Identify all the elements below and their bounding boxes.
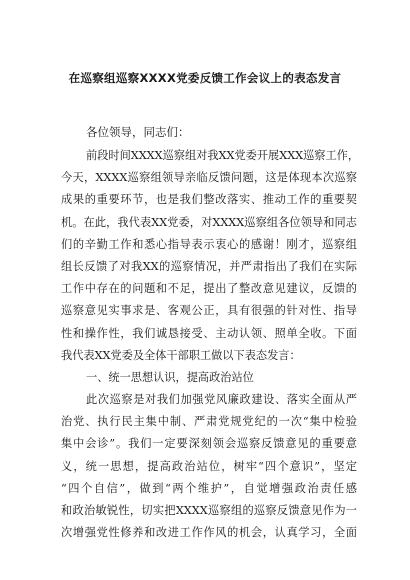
- text-line: 成果的重要环节，也是我们整改落实、推动工作的重要契: [61, 193, 357, 207]
- text-line: 集中会诊”。我们一定要深刻领会巡察反馈意见的重要意: [61, 437, 357, 451]
- document-title: 在巡察组巡察XXXX党委反馈工作会议上的表态发言: [68, 71, 342, 85]
- text-line: 义，统一思想，提高政治站位，树牢“四个意识”，坚定: [61, 459, 357, 473]
- body-text: [61, 145, 360, 544]
- text-line: 此次巡察是对我们加强党风廉政建设、落实全面从严: [86, 393, 357, 407]
- text-line: 次增强党性修养和改进工作作风的机会，认真学习，全面: [61, 526, 357, 540]
- salutation: 各位领导，同志们：: [86, 125, 190, 139]
- text-line: 性和操作性，我们诚恳接受、主动认领、照单全收。下面: [61, 326, 357, 340]
- text-line: 治党、执行民主集中制、严肃党规党纪的一次“集中检验: [61, 415, 357, 429]
- text-line: 前段时间XXXX巡察组对我XX党委开展XXX巡察工作，: [86, 149, 360, 162]
- text-line: 我代表XX党委及全体干部职工做以下表态发言：: [61, 348, 301, 362]
- text-line: “四个自信”，做到“两个维护”，自觉增强政治责任感: [61, 481, 357, 495]
- text-line: 组长反馈了对我XX的巡察情况，并严肃指出了我们在实际: [61, 259, 357, 273]
- text-line: 和政治敏锐性，切实把XXXX巡察组的巡察反馈意见作为一: [61, 504, 357, 517]
- text-line: 们的辛勤工作和悉心指导表示衷心的感谢！刚才，巡察组: [61, 237, 357, 251]
- text-line: 机。在此，我代表XX党委，对XXXX巡察组各位领导和同志: [61, 215, 357, 229]
- text-line: 一、统一思想认识，提高政治站位: [86, 370, 254, 384]
- text-line: 今天，XXXX巡察组领导亲临反馈问题，这是体现本次巡察: [61, 171, 357, 185]
- text-line: 巡察意见实事求是、客观公正，具有很强的针对性、指导: [61, 304, 357, 318]
- text-line: 工作中存在的问题和不足，提出了整改意见建议，反馈的: [61, 282, 357, 296]
